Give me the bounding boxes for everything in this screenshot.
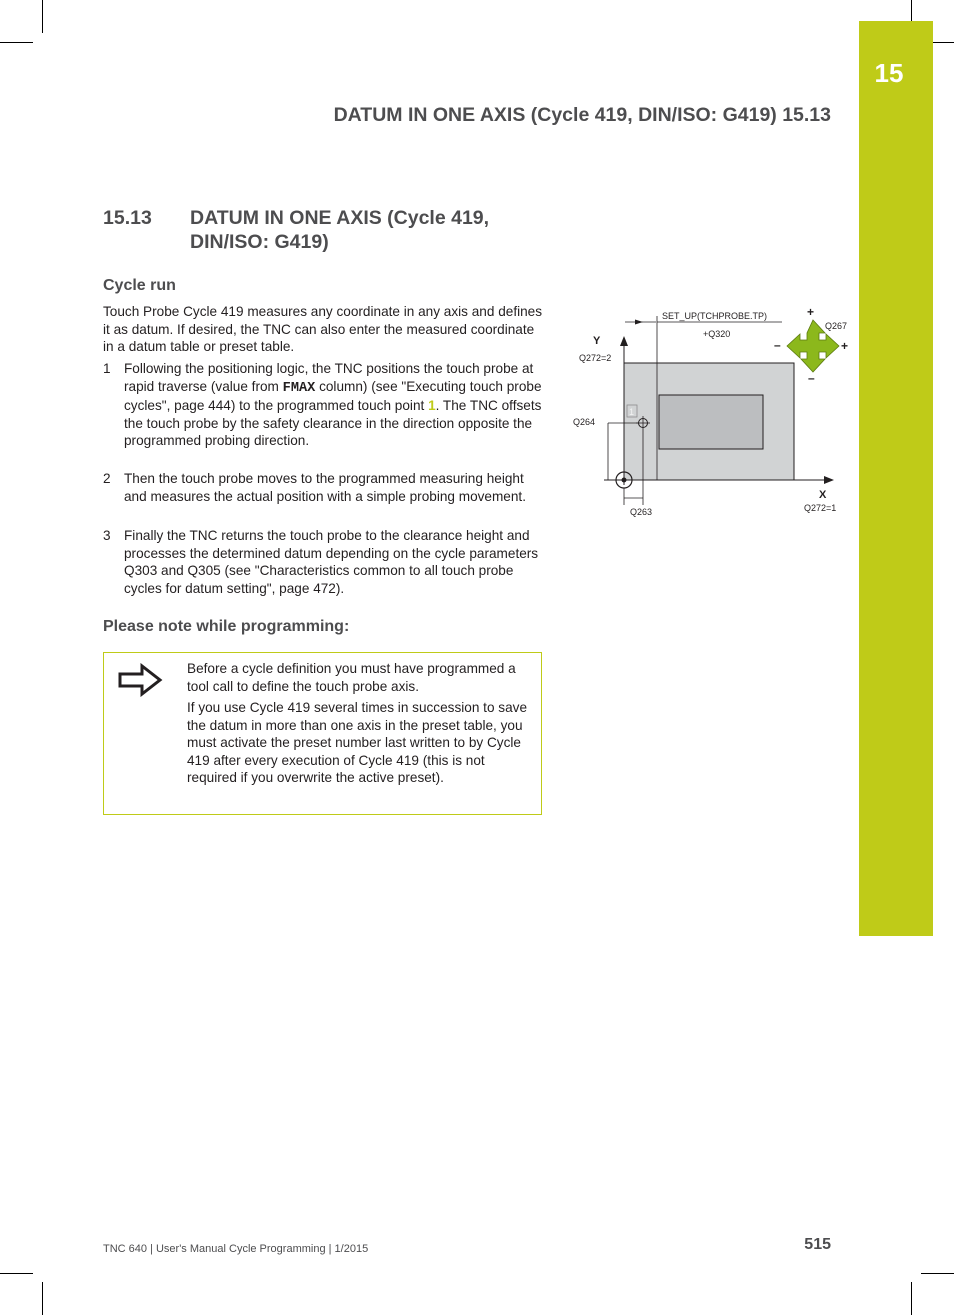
list-text: Following the positioning logic, the TNC positions the touch probe at rapid traverse (value from FMAX column) (see "Executing touch probe cycles", page 444) to the programmed touch point 1. The TNC offsets the touch probe by the safety clearance in the direction opposite the programmed probing direction. (124, 361, 542, 449)
cycle-run-intro: Touch Probe Cycle 419 measures any coordinate in any axis and defines it as datum. If desired, the TNC can also enter the measured coordinate in a datum table or preset table. (103, 304, 543, 355)
page-number: 515 (804, 1236, 831, 1253)
section-number: 15.13 (103, 207, 152, 229)
q264-label: Q264 (573, 417, 596, 427)
plus-sign: + (841, 339, 849, 353)
section-title-text: DATUM IN ONE AXIS (Cycle 419, DIN/ISO: G419) (190, 207, 490, 253)
running-head: DATUM IN ONE AXIS (Cycle 419, DIN/ISO: G419) 15.13 (333, 104, 831, 126)
list-number: 1 (103, 361, 111, 376)
q263-label: Q263 (630, 507, 653, 517)
plus-sign: + (807, 305, 815, 319)
q267-label: Q267 (825, 321, 848, 331)
note-paragraph: Before a cycle definition you must have programmed a tool call to define the touch probe axis. (187, 661, 516, 694)
crop-mark (0, 1273, 33, 1274)
set-up-label: SET_UP(TCHPROBE.TP) (662, 311, 768, 321)
x-axis-label: X (819, 489, 827, 501)
cycle-run-heading: Cycle run (103, 277, 176, 294)
list-text: Then the touch probe moves to the programmed measuring height and measures the actual position with a simple probing movement. (124, 471, 526, 504)
q320-label: +Q320 (703, 329, 731, 339)
q272-2-label: Q272=2 (579, 353, 612, 363)
crop-mark (921, 1273, 954, 1274)
crop-mark (911, 1282, 912, 1315)
crop-mark (42, 0, 43, 33)
q272-1-label: Q272=1 (804, 503, 837, 513)
list-number: 3 (103, 528, 111, 543)
note-paragraph: If you use Cycle 419 several times in succession to save the datum in more than one axis in the preset table, you must activate the preset number last written to by Cycle 419 after every execution of Cycle 419 (this is not required if you overwrite the active preset). (187, 700, 528, 786)
list-number: 2 (103, 471, 111, 486)
y-axis-label: Y (593, 335, 601, 347)
crop-mark (42, 1282, 43, 1315)
list-text: Finally the TNC returns the touch probe to the clearance height and processes the determined datum depending on the cycle parameters Q303 and Q305 (see "Characteristics common to all touch probe cycles for datum setting", page 472). (124, 528, 539, 596)
crop-mark (0, 42, 33, 43)
fmax-keyword: FMAX (282, 380, 316, 396)
probing-diagram (570, 300, 860, 525)
minus-sign: – (808, 371, 815, 385)
chapter-tab (859, 21, 933, 936)
footer-text: TNC 640 | User's Manual Cycle Programming | 1/2015 (103, 1243, 369, 1255)
touch-point-number: 1 (629, 407, 635, 417)
chapter-number: 15 (874, 58, 904, 88)
minus-sign: – (774, 338, 781, 352)
touch-point-ref: 1 (428, 398, 436, 414)
right-arrow-icon (117, 663, 163, 697)
programming-note-heading: Please note while programming: (103, 618, 350, 635)
